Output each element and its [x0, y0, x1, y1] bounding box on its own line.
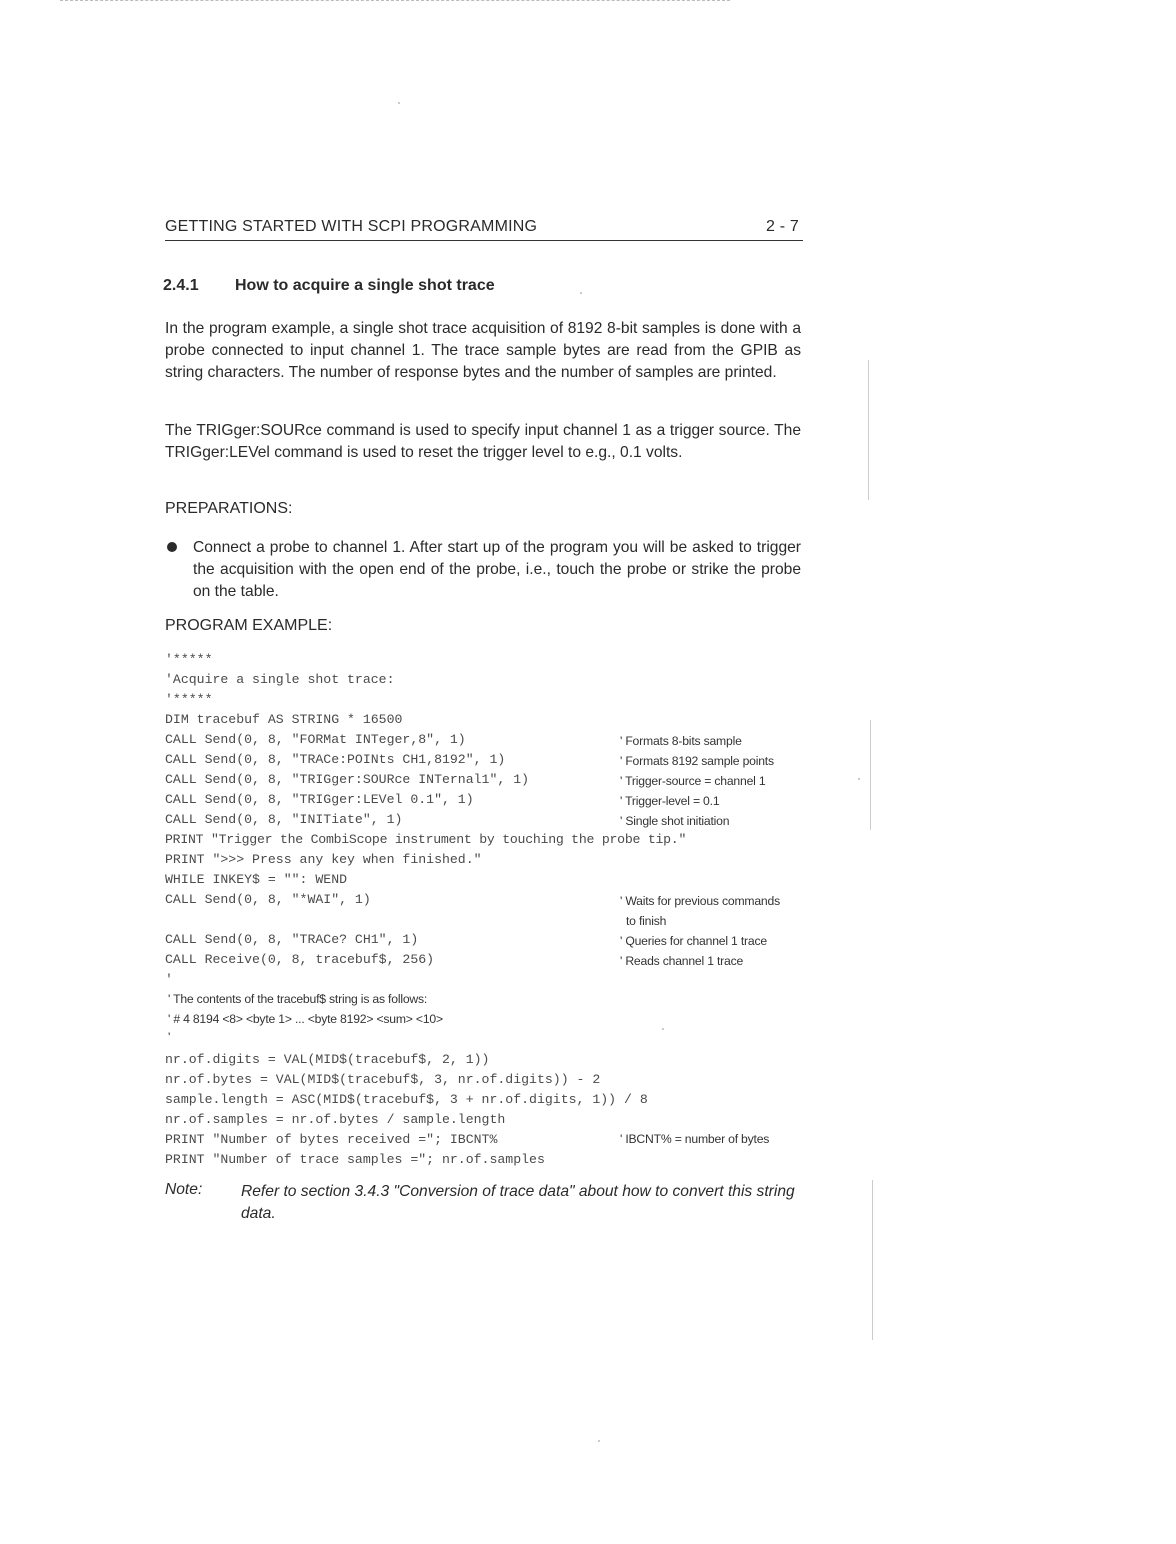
code-line: PRINT ">>> Press any key when finished."	[165, 852, 482, 867]
note-label: Note:	[165, 1181, 203, 1198]
code-line: CALL Send(0, 8, "FORMat INTeger,8", 1)	[165, 732, 466, 747]
scan-speck	[398, 102, 400, 104]
code-comment: ' Waits for previous commands	[620, 894, 780, 908]
running-header-title: GETTING STARTED WITH SCPI PROGRAMMING	[165, 218, 538, 235]
code-line: CALL Send(0, 8, "TRACe? CH1", 1)	[165, 932, 419, 947]
scan-speck	[598, 1440, 600, 1442]
code-line: CALL Receive(0, 8, tracebuf$, 256)	[165, 952, 435, 967]
code-line: '	[165, 972, 173, 987]
paragraph-intro: In the program example, a single shot trace acquisition of 8192 8-bit samples is done with a probe connected to input channel 1. The trace sample bytes are read from the GPIB as string characters. The number of response bytes and the number of samples are printed.	[165, 320, 801, 381]
code-line: CALL Send(0, 8, "TRACe:POINts CH1,8192", 1)	[165, 752, 506, 767]
code-line: DIM tracebuf AS STRING * 16500	[165, 712, 403, 727]
code-comment: '	[168, 1030, 171, 1044]
preparations-heading: PREPARATIONS:	[165, 500, 293, 517]
code-line: nr.of.digits = VAL(MID$(tracebuf$, 2, 1))	[165, 1052, 490, 1067]
scan-top-edge	[60, 0, 730, 3]
code-comment: ' Trigger-source = channel 1	[620, 774, 766, 788]
code-comment: ' Single shot initiation	[620, 814, 730, 828]
code-line: sample.length = ASC(MID$(tracebuf$, 3 + nr.of.digits, 1)) / 8	[165, 1092, 648, 1107]
page-number: 2 - 7	[765, 218, 799, 235]
code-comment: ' Queries for channel 1 trace	[620, 934, 767, 948]
code-comment: ' Formats 8192 sample points	[620, 754, 774, 768]
code-line: PRINT "Trigger the CombiScope instrument by touching the probe tip."	[165, 832, 687, 847]
code-comment: ' IBCNT% = number of bytes	[620, 1132, 770, 1146]
code-line: WHILE INKEY$ = "": WEND	[165, 872, 348, 887]
scan-edge-mark	[868, 360, 869, 500]
scan-edge-mark	[870, 720, 871, 830]
program-heading: PROGRAM EXAMPLE:	[165, 617, 333, 634]
code-line: PRINT "Number of bytes received ="; IBCNT%	[165, 1132, 498, 1147]
code-line: CALL Send(0, 8, "TRIGger:SOURce INTernal1", 1)	[165, 772, 530, 787]
code-comment: ' The contents of the tracebuf$ string is as follows:	[168, 992, 428, 1006]
section-number: 2.4.1	[163, 277, 199, 294]
preparations-bullet: Connect a probe to channel 1. After start up of the program you will be asked to trigger the acquisition with the open end of the probe, i.e., touch the probe or strike the probe on the table.	[193, 539, 801, 600]
scan-speck	[858, 778, 860, 780]
code-comment: ' Formats 8-bits sample	[620, 734, 742, 748]
code-comment: ' Trigger-level = 0.1	[620, 794, 720, 808]
code-line: PRINT "Number of trace samples ="; nr.of.samples	[165, 1152, 545, 1167]
code-line: '*****	[165, 692, 213, 707]
code-line: 'Acquire a single shot trace:	[165, 672, 395, 687]
section-title: How to acquire a single shot trace	[235, 277, 495, 294]
scan-edge-mark	[872, 1180, 873, 1340]
code-line: nr.of.bytes = VAL(MID$(tracebuf$, 3, nr.of.digits)) - 2	[165, 1072, 601, 1087]
code-line: '*****	[165, 652, 213, 667]
paragraph-trigger: The TRIGger:SOURce command is used to specify input channel 1 as a trigger source. The TRIGger:LEVel command is used to reset the trigger level to e.g., 0.1 volts.	[165, 422, 801, 461]
running-header	[165, 218, 803, 241]
code-line: nr.of.samples = nr.of.bytes / sample.length	[165, 1112, 506, 1127]
code-line: CALL Send(0, 8, "TRIGger:LEVel 0.1", 1)	[165, 792, 474, 807]
code-comment: ' Reads channel 1 trace	[620, 954, 744, 968]
note-text: Refer to section 3.4.3 "Conversion of trace data" about how to convert this string data.	[241, 1183, 795, 1222]
code-line: CALL Send(0, 8, "INITiate", 1)	[165, 812, 403, 827]
bullet-icon	[167, 542, 177, 552]
code-line: CALL Send(0, 8, "*WAI", 1)	[165, 892, 371, 907]
scan-speck	[662, 1028, 664, 1030]
code-comment: ' # 4 8194 <8> <byte 1> ... <byte 8192> <sum> <10>	[168, 1012, 443, 1026]
scan-speck	[580, 292, 582, 294]
code-comment: to finish	[626, 914, 667, 928]
